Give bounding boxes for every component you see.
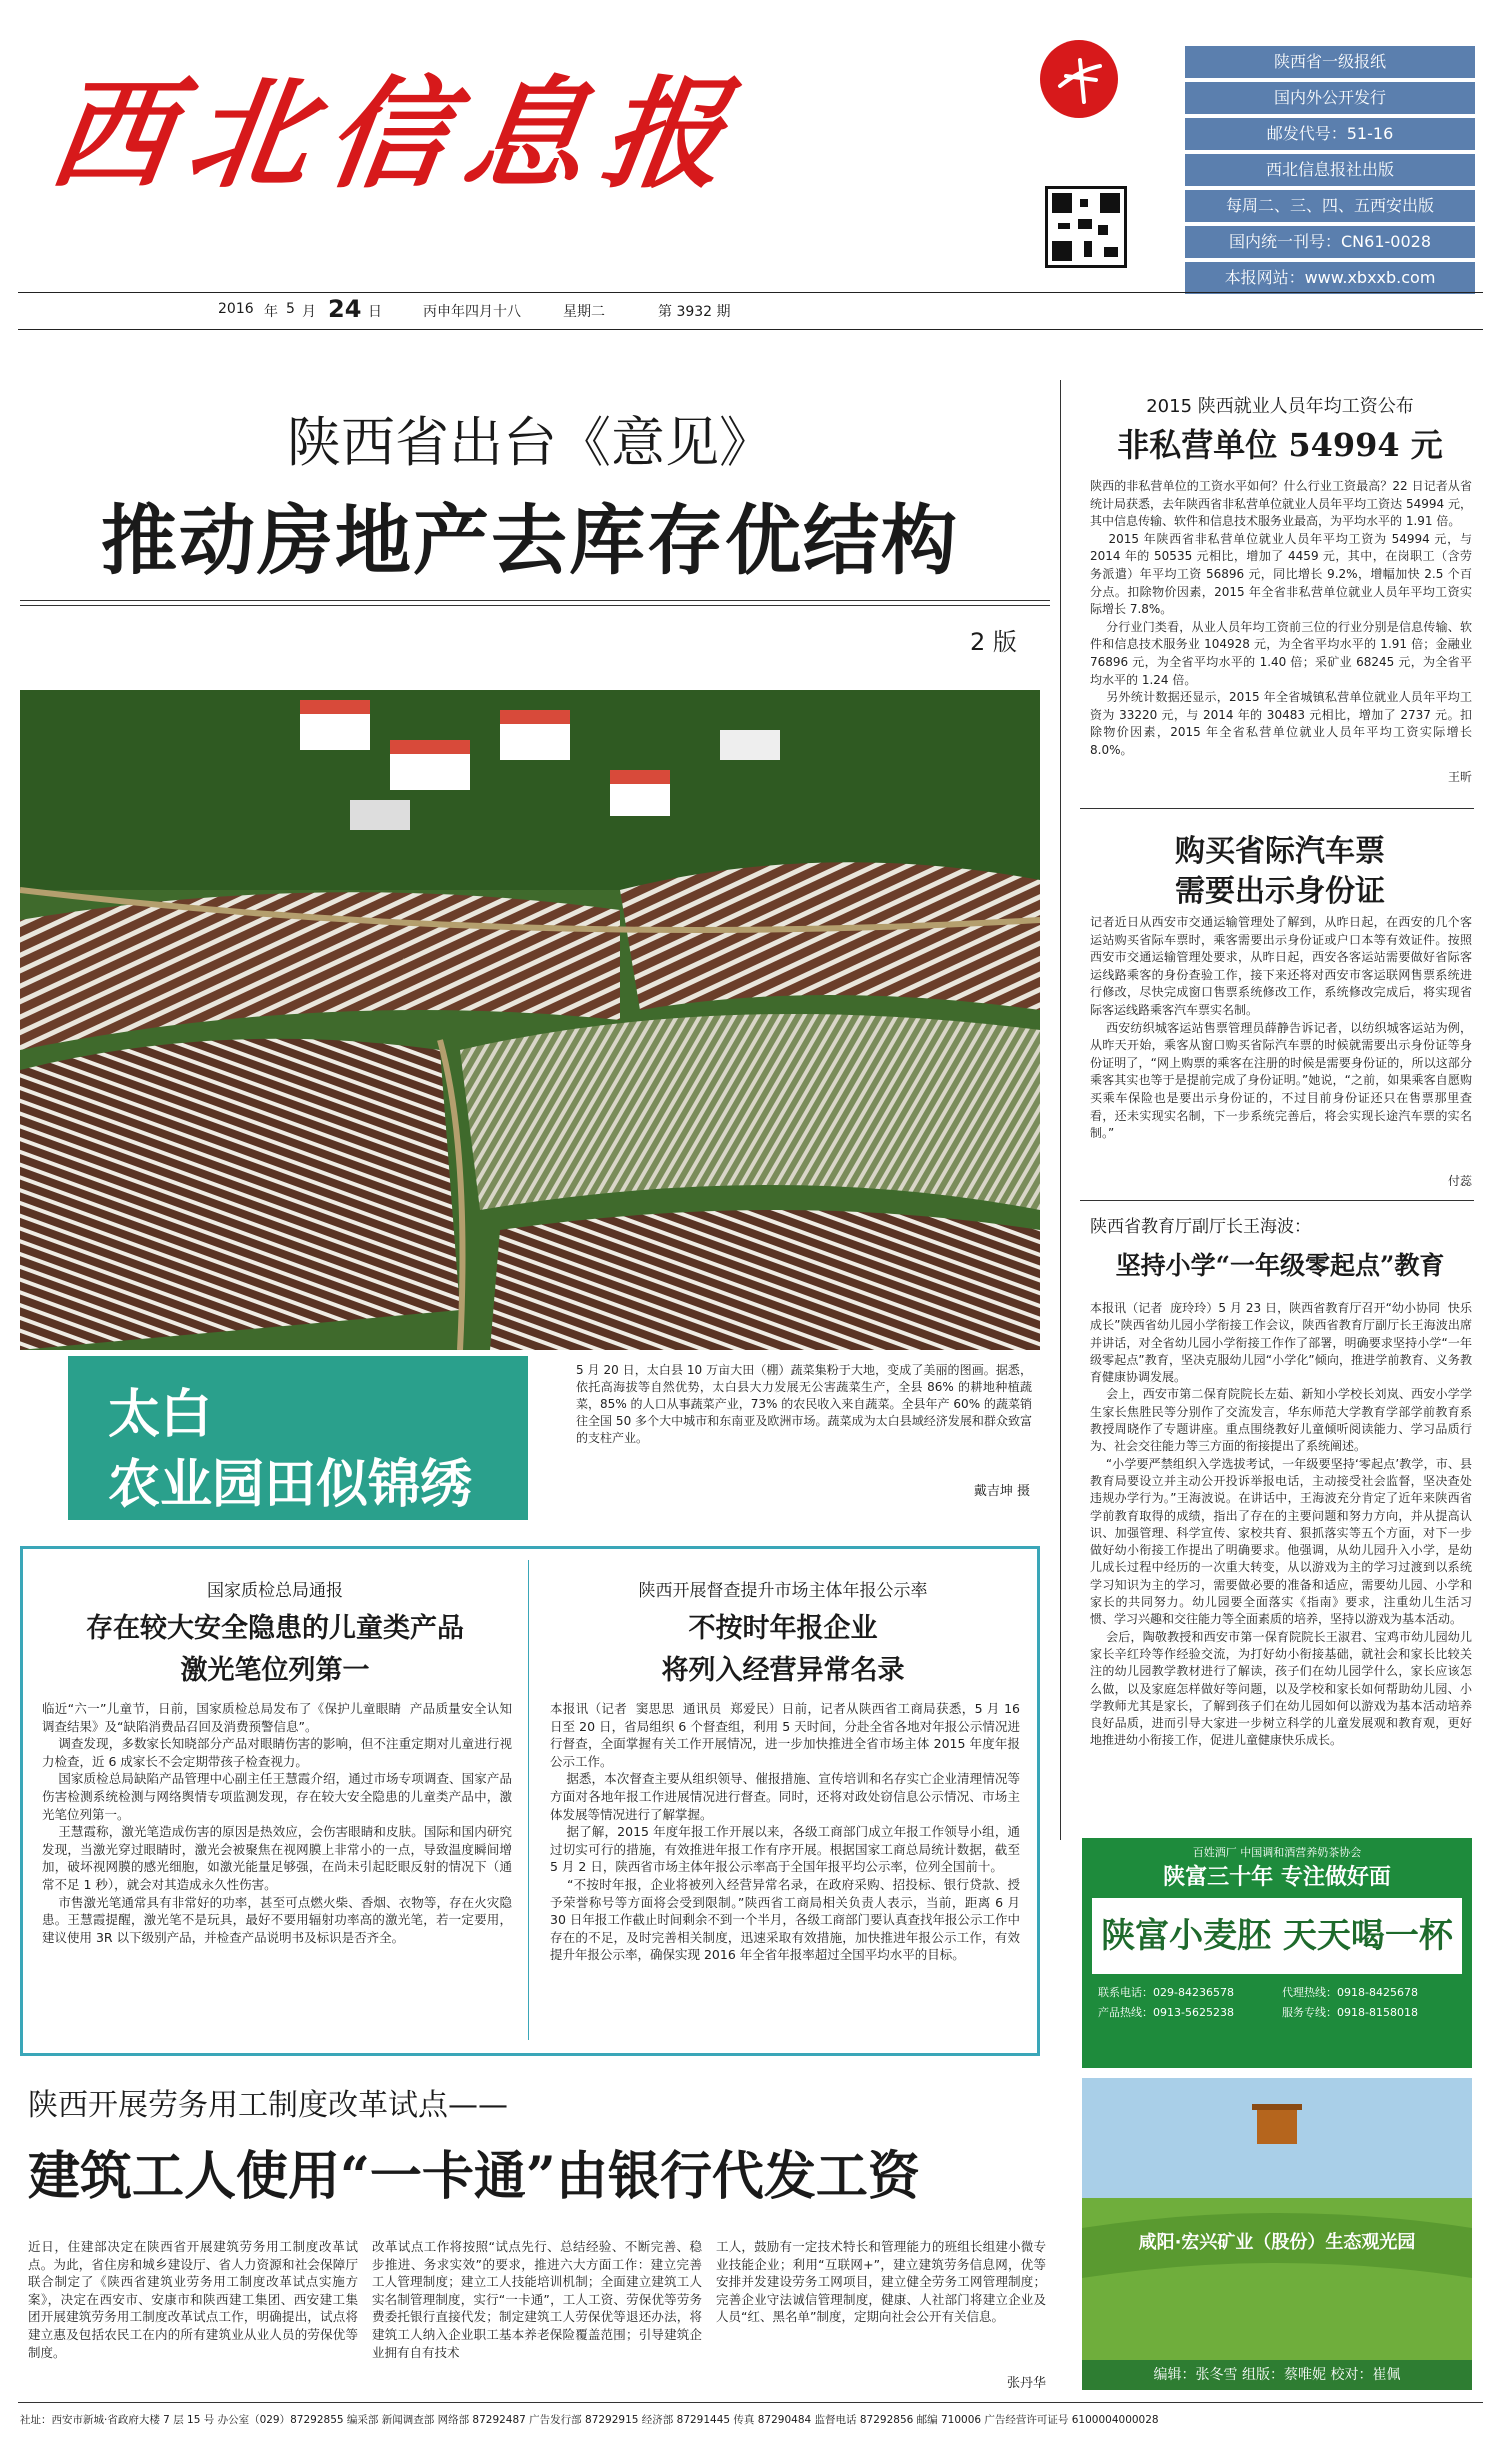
pub-info-line: 国内外公开发行 xyxy=(1185,82,1475,114)
report-headline-line1[interactable]: 不按时年报企业 xyxy=(688,1613,878,1644)
ad-slogan: 陕富三十年 专注做好面 xyxy=(1163,1864,1391,1890)
edu-headline[interactable]: 坚持小学“一年级零起点”教育 xyxy=(1115,1251,1445,1280)
pub-info-line: 每周二、三、四、五西安出版 xyxy=(1185,190,1475,222)
labor-kicker: 陕西开展劳务用工制度改革试点—— xyxy=(28,2088,508,2123)
wage-body: 陕西的非私营单位的工资水平如何？什么行业工资最高？22 日记者从省统计局获悉，去年陕西省非私营单位就业人员年平均工资达 54994 元，其中信息传输、软件和信息技术服务业最高，为平均水平的 1.91 倍。 2015 年陕西省非私营单位就业人员年平均工资为 54994 元，与 2014 年的 50535 元相比，增加了 4459 元，其中，在岗职工（含劳务派遣）年平均工资 56896 元，同比增长 9.2%，增幅加快 2.5 个百分点。扣除物价因素，2015 年全省非私营单位就业人员年平均工资实际增长 7.8%。 分行业门类看，从业人员年均工资前三位的行业分别是信息传输、软件和信息技术服务业 104928 元，为全省平均水平的 1.91 倍；金融业 76896 元，为全省平均水平的 1.40 倍；采矿业 68245 元，为全省平均水平的 1.24 倍。 另外统计数据还显示，2015 年全省城镇私营单位就业人员年平均工资为 33220 元，与 2014 年的 30483 元相比，增加了 2737 元。扣除物价因素，2015 年全省私营单位就业人员年平均工资实际增长 8.0%。 xyxy=(1090,479,1472,757)
pub-info-line: 国内统一刊号：CN61-0028 xyxy=(1185,226,1475,258)
divider xyxy=(1080,808,1474,809)
labor-col1: 近日，住建部决定在陕西省开展建筑劳务用工制度改革试点。为此，省住房和城乡建设厅、省人力资源和社会保障厅联合制定了《陕西省建筑业劳务用工制度改革试点实施方案》，决定在西安市、安康市和陕西建工集团、西安建工集团开展建筑劳务用工制度改革试点工作，明确提出，试点将建立惠及包括农民工在内的所有建筑业从业人员的劳保优等制度。 xyxy=(28,2239,358,2360)
lead-headline[interactable]: 推动房地产去库存优结构 xyxy=(101,496,959,585)
ad-brand: 陕富小麦胚 天天喝一杯 xyxy=(1101,1916,1453,1956)
ad-phone: 产品热线：0913-5625238 xyxy=(1098,2006,1234,2019)
labor-byline: 张丹华 xyxy=(1006,2376,1046,2391)
photo-title-line2: 农业园田似锦绣 xyxy=(108,1455,473,1515)
bus-body: 记者近日从西安市交通运输管理处了解到，从昨日起，在西安的几个客运站购买省际车票时，乘客需要出示身份证或户口本等有效证件。按照西安市交通运输管理处要求，从昨日起，西安各客运站需要做好省际客运线路乘客的身份查验工作，接下来还将对西安市客运联网售票系统进行修改，尽快完成窗口售票系统修改工作，系统修改完成后，将实现省际客运线路乘客汽车票实名制。 西安纺织城客运站售票管理员薛静告诉记者，以纺织城客运站为例，从昨天开始，乘客从窗口购买省际汽车票的时候就需要出示身份证等身份证明了，“网上购票的乘客在注册的时候是需要身份证的，所以这部分乘客其实也等于是提前完成了身份证明。”她说，“之前，如果乘客自愿购买乘车保险也是要出示身份证的，不过目前身份证还只在售票那里查看，还未实现实名制，下一步系统完善后，将会实现长途汽车票的实名制。” xyxy=(1090,915,1472,1141)
photo-credit: 戴吉坤 摄 xyxy=(973,1484,1030,1499)
advertisement-shaanfu[interactable] xyxy=(1082,1838,1472,2068)
advertisement-eco-park[interactable] xyxy=(1082,2078,1472,2390)
masthead-title: 西北信息报 xyxy=(42,64,752,205)
ad-park-title: 咸阳·宏兴矿业（股份）生态观光园 xyxy=(1138,2232,1416,2253)
pub-info-line: 本报网站：www.xbxxb.com xyxy=(1185,262,1475,294)
toys-body: 临近“六一”儿童节，日前，国家质检总局发布了《保护儿童眼睛 产品质量安全认知调查结果》及“缺陷消费品召回及消费预警信息”。 调查发现，多数家长知晓部分产品对眼睛伤害的影响，但不注重定期对儿童进行视力检查，近 6 成家长不会定期带孩子检查视力。 国家质检总局缺陷产品管理中心副主任王慧霞介绍，通过市场专项调查、国家产品伤害检测系统检测与网络舆情专项监测发现，存在较大安全隐患的儿童类产品中，激光笔位列第一。 王慧霞称，激光笔造成伤害的原因是热效应，会伤害眼睛和皮肤。国际和国内研究发现，当激光穿过眼睛时，激光会被聚焦在视网膜上非常小的一点，导致温度瞬间增加，破坏视网膜的感光细胞，如激光能量足够强，在尚未引起眨眼反射的情况下（通常不足 1 秒），就会对其造成永久性伤害。 市售激光笔通常具有非常好的功率，甚至可点燃火柴、香烟、衣物等，存在火灾隐患。王慧霞提醒，激光笔不是玩具，最好不要用辐射功率高的激光笔，若一定要用，建议使用 3R 以下级别产品，并检查产品说明书及标识是否齐全。 xyxy=(42,1701,512,1945)
divider xyxy=(1080,1200,1474,1201)
ad-phone: 服务专线：0918-8158018 xyxy=(1282,2006,1418,2019)
date-month: 5 xyxy=(286,301,295,317)
wage-kicker: 2015 陕西就业人员年均工资公布 xyxy=(1146,396,1414,417)
column-divider xyxy=(1060,380,1061,1840)
wage-headline[interactable]: 非私营单位 54994 元 xyxy=(1117,426,1443,464)
dateline xyxy=(18,292,1483,330)
photo-title-line1: 太白 xyxy=(108,1385,213,1445)
labor-headline[interactable]: 建筑工人使用“一卡通”由银行代发工资 xyxy=(28,2146,920,2207)
red-circle-logo-icon xyxy=(1040,40,1118,118)
box-divider xyxy=(528,1560,529,2040)
edu-body: 本报讯（记者 庞玲玲）5 月 23 日，陕西省教育厅召开“幼小协同 快乐成长”陕西省幼儿园小学衔接工作会议，陕西省教育厅副厅长王海波出席并讲话，对全省幼儿园小学衔接工作作了部署，明确要求坚持小学“一年级零起点”教育，坚决克服幼儿园“小学化”倾向，推进学前教育、义务教育健康协调发展。 会上，西安市第二保育院院长左茹、新知小学校长刘岚、西安小学学生家长焦胜民等分别作了交流发言，华东师范大学教育学部学前教育系教授周晓作了专题讲座。重点围绕教好儿童倾听阅读能力、学习品质行为、社会交往能力等三方面的衔接提出了系统阐述。 “小学要严禁组织入学选拔考试，一年级要坚持‘零起点’教学，市、县教育局要设立并主动公开投诉举报电话，主动接受社会监督，坚决查处违规办学行为。”王海波说。在讲话中，王海波充分肯定了近年来陕西省学前教育取得的成绩，指出了存在的主要问题和努力方向，并从提高认识、加强管理、科学宣传、家校共育、狠抓落实等五个方面，对下一步做好幼小衔接工作提出了明确要求。他强调，从幼儿园升入小学，是幼儿成长过程中经历的一次重大转变，从以游戏为主的学习过渡到以系统学习知识为主的学习，需要做必要的准备和适应，需要幼儿园、小学和家长的共同努力。幼儿园要全面落实《指南》要求，注重幼儿生活习惯、学习兴趣和交往能力等全面素质的培养，坚持以游戏为基本活动。 会后，陶敬教授和西安市第一保育院院长王淑君、宝鸡市幼儿园幼儿家长辛红玲等作经验交流，为打好幼小衔接基础，就社会和家长比较关注的幼儿园教学教材进行了解读，孩子们在幼儿园学什么，家长应该怎么做，以及家庭怎样做好等问题，以及学校和家长如何帮助幼儿园、小学教师尤其是家长，了解到孩子们在幼儿园如何以游戏为基本活动培养良好品质，进而引导大家进一步树立科学的儿童发展观和教育观，更好地推进幼小衔接工作，促进儿童健康快乐成长。 xyxy=(1090,1301,1472,1748)
photo-caption: 5 月 20 日，太白县 10 万亩大田（棚）蔬菜集粉于大地，变成了美丽的图画。据悉，依托高海拔等自然优势，太白县大力发展无公害蔬菜生产，全县 86% 的耕地种植蔬菜，85% 的人口从事蔬菜产业，73% 的农民收入来自蔬菜。全县年产 60% 的蔬菜销往全国 50 多个大中城市和东南亚及欧洲市场。蔬菜成为太白县域经济发展和群众致富的支柱产业。 xyxy=(576,1363,1032,1445)
date-lunar: 丙申年四月十八 xyxy=(423,304,521,320)
ad-phone: 代理热线：0918-8425678 xyxy=(1282,1986,1418,1999)
report-kicker: 陕西开展督查提升市场主体年报公示率 xyxy=(638,1581,928,1601)
ad-phone: 联系电话：029-84236578 xyxy=(1098,1986,1234,1999)
report-headline-line2[interactable]: 将列入经营异常名录 xyxy=(661,1655,905,1686)
issue-number: 第 3932 期 xyxy=(658,304,731,320)
footer-divider xyxy=(18,2402,1483,2403)
pub-info-line: 西北信息报社出版 xyxy=(1185,154,1475,186)
ad-top: 百姓酒厂 中国调和酒营养奶茶协会 xyxy=(1192,1846,1362,1859)
ad-brand-box xyxy=(1092,1898,1462,1974)
toys-headline-line1[interactable]: 存在较大安全隐患的儿童类产品 xyxy=(86,1613,464,1644)
page-reference[interactable]: 2 版 xyxy=(970,628,1017,656)
publication-info xyxy=(1185,46,1475,298)
photo-title-box xyxy=(68,1356,528,1520)
divider xyxy=(20,605,1050,606)
labor-col3: 工人，鼓励有一定技术特长和管理能力的班组长组建小微专业技能企业；利用“互联网+”，建立建筑劳务信息网，优等安排并发建设劳务工网项目，建立健全劳务工网管理制度；完善企业守法诚信管理制度，健康、人社部门将建立企业及人员“红、黑名单”制度，定期向社会公开有关信息。 xyxy=(716,2239,1046,2325)
toys-kicker: 国家质检总局通报 xyxy=(207,1581,343,1601)
pub-info-line: 陕西省一级报纸 xyxy=(1185,46,1475,78)
date-day-unit: 日 xyxy=(368,304,382,320)
date-weekday: 星期二 xyxy=(563,304,605,320)
divider xyxy=(20,600,1050,601)
footer-info: 社址：西安市新城·省政府大楼 7 层 15 号 办公室（029）87292855 编采部 新闻调查部 网络部 87292487 广告发行部 87292915 经济部 87291445 传真 87290484 监督电话 87292856 邮编 710006 广告经营许可证号 6100004000028 xyxy=(20,2414,1159,2426)
bus-headline-line2[interactable]: 需要出示身份证 xyxy=(1175,874,1385,909)
bus-headline-line1[interactable]: 购买省际汽车票 xyxy=(1175,834,1385,869)
date-month-unit: 月 xyxy=(302,304,316,320)
edu-kicker: 陕西省教育厅副厅长王海波： xyxy=(1090,1217,1311,1237)
pub-info-line: 邮发代号：51-16 xyxy=(1185,118,1475,150)
date-year: 2016 xyxy=(218,301,254,317)
bus-byline: 付蕊 xyxy=(1447,1174,1472,1188)
farmland-photo xyxy=(20,690,1040,1350)
toys-headline-line2[interactable]: 激光笔位列第一 xyxy=(180,1655,370,1686)
date-day: 24 xyxy=(328,295,362,323)
date-year-unit: 年 xyxy=(264,304,278,320)
lead-kicker: 陕西省出台《意见》 xyxy=(287,411,773,474)
qr-code-icon[interactable] xyxy=(1045,186,1127,268)
report-body: 本报讯（记者 窦思思 通讯员 郑爱民）日前，记者从陕西省工商局获悉，5 月 16 日至 20 日，省局组织 6 个督查组，利用 5 天时间，分赴全省各地对年报公示情况进行督查，全面掌握有关工作开展情况，进一步加快推进全省市场主体 2015 年度年报公示工作。 据悉，本次督查主要从组织领导、催报措施、宣传培训和名存实亡企业清理情况等方面对各地年报工作进展情况进行督查。同时，还将对政处窃信息公示情况、市场主体发展等情况进行了解掌握。 据了解，2015 年度年报工作开展以来，各级工商部门成立年报工作领导小组，通过切实可行的措施，有效推进年报工作有序开展。根据国家工商总局统计数据，截至 5 月 2 日，陕西省市场主体年报公示率高于全国年报平均公示率，位列全国前十。 “不按时年报，企业将被列入经营异常名录，在政府采购、招投标、银行贷款、授予荣誉称号等方面将会受到限制。”陕西省工商局相关负责人表示，当前，距离 6 月 30 日年报工作截止时间剩余不到一个半月，各级工商部门要认真查找年报公示工作中存在的不足，及时完善相关制度，迅速采取有效措施，加快推进年报公示工作，有效提升年报公示率，确保实现 2016 年全省年报率超过全国平均水平的目标。 xyxy=(550,1701,1020,1963)
editor-credits: 编辑：张冬雪 组版：蔡唯妮 校对：崔佩 xyxy=(1082,2360,1472,2390)
labor-col2: 改革试点工作将按照“试点先行、总结经验、不断完善、稳步推进、务求实效”的要求，推进六大方面工作：建立完善工人管理制度；建立工人技能培训机制；全面建立建筑工人实名制管理制度，实行“一卡通”，工人工资、劳保优等劳务费委托银行直接代发；制定建筑工人劳保优等退还办法，将建筑工人纳入企业职工基本养老保险覆盖范围；引导建筑企业拥有自有技术 xyxy=(372,2239,702,2360)
wage-byline: 王昕 xyxy=(1447,770,1472,784)
